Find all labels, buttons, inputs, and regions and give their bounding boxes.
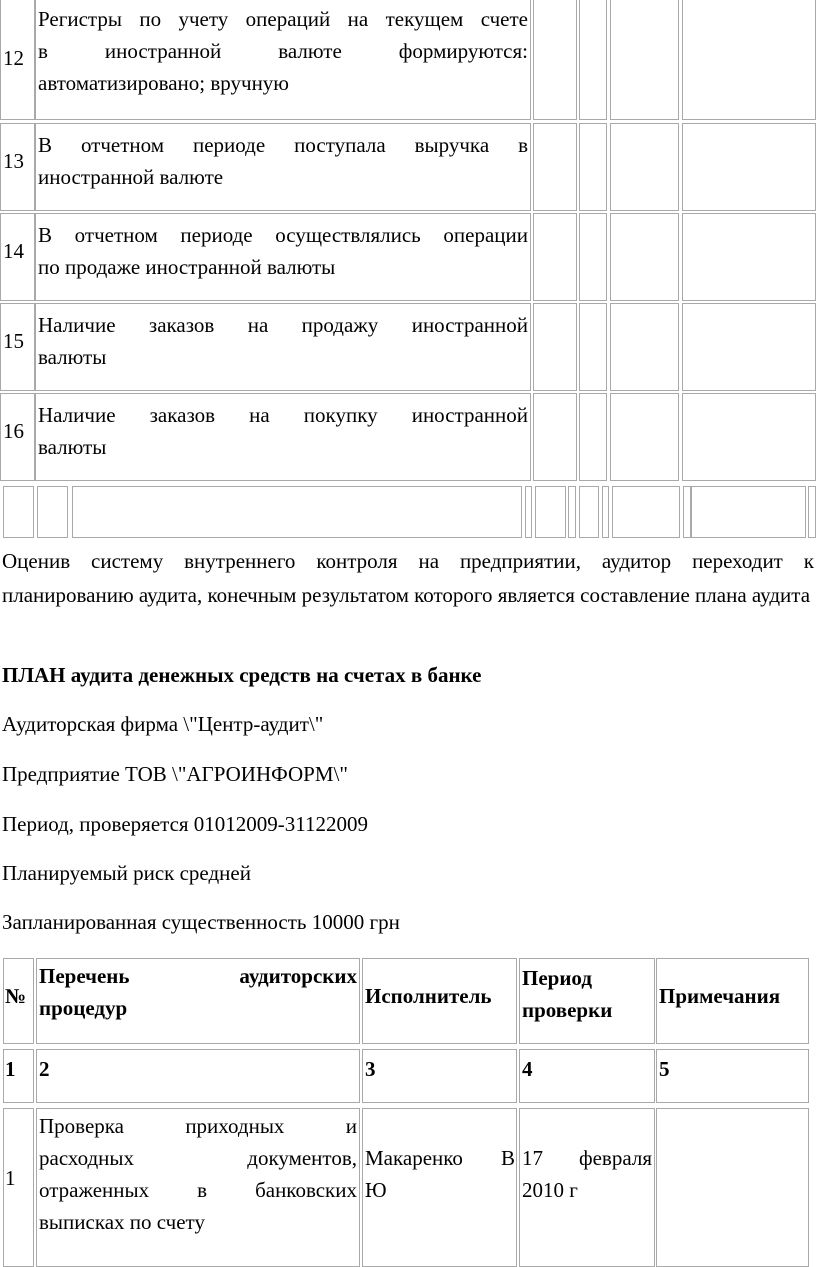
- executor-line: Ю: [365, 1178, 387, 1202]
- table-row: [0, 393, 816, 481]
- row-number: 16: [3, 419, 24, 443]
- row-number: 14: [3, 239, 24, 263]
- executor-line: Макаренко В: [365, 1146, 515, 1170]
- procedure-line: выписках по счету: [39, 1210, 205, 1234]
- index-cell: 4: [522, 1057, 533, 1081]
- row-text-line: по продаже иностранной валюты: [38, 255, 336, 279]
- row-text-line: Наличие заказов на продажу иностранной: [38, 313, 528, 337]
- row-text-line: в иностранной валюте формируются:: [38, 39, 528, 63]
- header-executor: Исполнитель: [365, 984, 492, 1008]
- audit-firm: Аудиторская фирма \"Центр-аудит\": [2, 712, 324, 736]
- header-period: Период: [522, 966, 592, 990]
- period-line: 2010 г: [522, 1178, 578, 1202]
- row-number: 12: [3, 46, 24, 70]
- index-cell: 2: [39, 1057, 50, 1081]
- procedure-line: расходных документов,: [39, 1146, 357, 1170]
- table-row: [0, 123, 816, 211]
- table-row-empty: [0, 484, 816, 540]
- plan-title: ПЛАН аудита денежных средств на счетах в банке: [2, 663, 482, 687]
- header-procedures: Перечень аудиторских: [39, 964, 357, 988]
- index-cell: 5: [659, 1057, 670, 1081]
- row-number: 1: [5, 1166, 16, 1190]
- table-header-row: [0, 956, 816, 1046]
- procedure-line: Проверка приходных и: [39, 1114, 357, 1138]
- index-cell: 1: [5, 1057, 16, 1081]
- procedure-line: отраженных в банковских: [39, 1178, 357, 1202]
- row-text-line: В отчетном периоде поступала выручка в: [38, 133, 528, 157]
- table-index-row: [0, 1047, 816, 1105]
- row-text-line: Наличие заказов на покупку иностранной: [38, 403, 528, 427]
- intro-paragraph: Оценив систему внутреннего контроля на предприятии, аудитор переходит к планированию аудита, конечным результатом которого является составление плана аудита: [2, 549, 814, 607]
- row-text-line: валюты: [38, 435, 107, 459]
- table-row: [0, 303, 816, 391]
- audit-plan-table: [0, 956, 816, 1265]
- table-row: [0, 0, 816, 120]
- index-cell: 3: [365, 1057, 376, 1081]
- table-row: [0, 213, 816, 301]
- header-period-cont: проверки: [522, 998, 613, 1022]
- row-text-line: Регистры по учету операций на текущем счете: [38, 7, 528, 31]
- row-text-line: автоматизировано; вручную: [38, 71, 289, 95]
- row-text-line: валюты: [38, 345, 107, 369]
- row-text-line: В отчетном периоде осуществлялись операции: [38, 223, 528, 247]
- header-num: №: [5, 984, 27, 1008]
- header-notes: Примечания: [659, 984, 781, 1008]
- table-row: [0, 1106, 816, 1265]
- row-text-line: иностранной валюте: [38, 165, 224, 189]
- header-procedures-cont: процедур: [39, 996, 128, 1020]
- period-line: 17 февраля: [522, 1146, 652, 1170]
- row-number: 13: [3, 149, 24, 173]
- planned-materiality: Запланированная существенность 10000 грн: [2, 910, 400, 934]
- audit-period: Период, проверяется 01012009-31122009: [2, 812, 369, 836]
- row-number: 15: [3, 329, 24, 353]
- planned-risk: Планируемый риск средней: [2, 861, 251, 885]
- enterprise: Предприятие ТОВ \"АГРОИНФОРМ\": [2, 762, 348, 786]
- checklist-table: [0, 0, 816, 540]
